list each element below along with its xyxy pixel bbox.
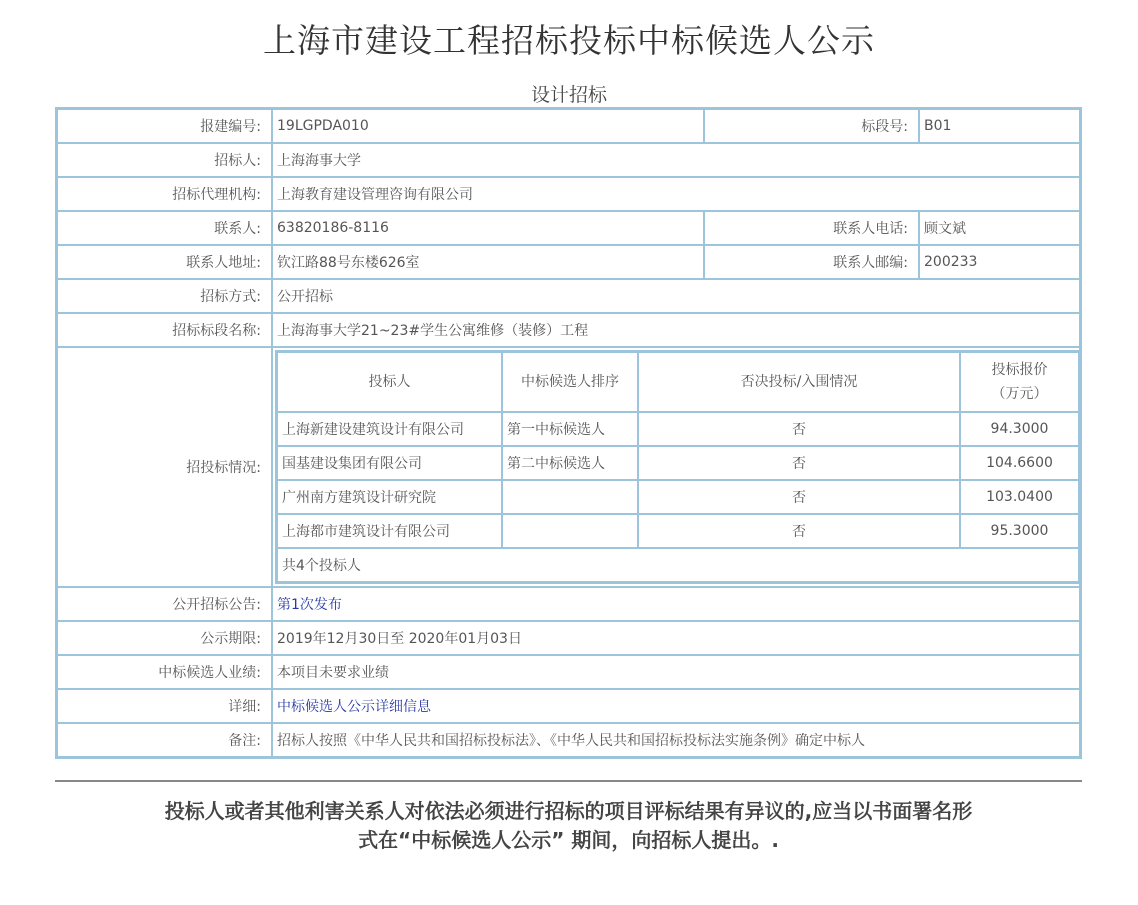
bid-bidder: 国基建设集团有限公司: [277, 446, 502, 480]
performance-label: 中标候选人业绩:: [57, 655, 272, 689]
bids-total: 共4个投标人: [277, 548, 1079, 582]
contact-address-value: 钦江路88号东楼626室: [272, 245, 704, 279]
bid-situation-cell: [272, 347, 1080, 587]
table-row: [277, 446, 1079, 480]
contact-address-label: 联系人地址:: [57, 245, 272, 279]
contact-phone-value: 顾文斌: [919, 211, 1080, 245]
bids-header-bidder: 投标人: [277, 352, 502, 412]
public-notice-link[interactable]: 第1次发布: [277, 597, 342, 613]
tenderer-label: 招标人:: [57, 143, 272, 177]
bid-price: 104.6600: [960, 446, 1079, 480]
section-no-value: B01: [919, 109, 1080, 143]
table-row: [277, 514, 1079, 548]
project-no-label: 报建编号:: [57, 109, 272, 143]
agency-label: 招标代理机构:: [57, 177, 272, 211]
contact-postcode-value: 200233: [919, 245, 1080, 279]
bids-table: [275, 350, 1080, 584]
public-notice-label: 公开招标公告:: [57, 587, 272, 621]
table-row: [57, 689, 1080, 723]
bid-rejection: 否: [638, 480, 960, 514]
bids-header-price: [960, 352, 1079, 412]
agency-value: 上海教育建设管理咨询有限公司: [272, 177, 1080, 211]
bids-header-rejection: 否决投标/入围情况: [638, 352, 960, 412]
detail-label: 详细:: [57, 689, 272, 723]
bid-rejection: 否: [638, 412, 960, 446]
bid-price: 95.3000: [960, 514, 1079, 548]
method-label: 招标方式:: [57, 279, 272, 313]
table-row: [277, 412, 1079, 446]
bid-rank: [502, 480, 638, 514]
table-row: [57, 211, 1080, 245]
table-row: [57, 177, 1080, 211]
remark-label: 备注:: [57, 723, 272, 757]
table-row: [57, 109, 1080, 143]
bid-rejection: 否: [638, 514, 960, 548]
objection-notice-line1: 投标人或者其他利害关系人对依法必须进行招标的项目评标结果有异议的,应当以书面署名形: [164, 799, 973, 823]
table-row: [277, 548, 1079, 582]
bid-bidder: 上海都市建筑设计有限公司: [277, 514, 502, 548]
table-row: [57, 279, 1080, 313]
table-row: [57, 245, 1080, 279]
table-row: [57, 723, 1080, 757]
bids-header-price-line2: （万元）: [991, 386, 1048, 402]
bid-price: 94.3000: [960, 412, 1079, 446]
contact-value: 63820186-8116: [272, 211, 704, 245]
contact-phone-label: 联系人电话:: [704, 211, 919, 245]
bid-rank: 第二中标候选人: [502, 446, 638, 480]
method-value: 公开招标: [272, 279, 1080, 313]
contact-label: 联系人:: [57, 211, 272, 245]
table-row: [57, 621, 1080, 655]
bid-bidder: 广州南方建筑设计研究院: [277, 480, 502, 514]
bids-header-row: [277, 352, 1079, 412]
objection-notice-line2: 式在“中标候选人公示” 期间，向招标人提出。.: [358, 828, 779, 852]
tenderer-value: 上海海事大学: [272, 143, 1080, 177]
bid-rejection: 否: [638, 446, 960, 480]
table-row: [57, 655, 1080, 689]
table-row: [57, 143, 1080, 177]
table-row: [277, 480, 1079, 514]
table-row: [57, 313, 1080, 347]
performance-value: 本项目未要求业绩: [272, 655, 1080, 689]
contact-postcode-label: 联系人邮编:: [704, 245, 919, 279]
page-subtitle: 设计招标: [530, 84, 607, 106]
page-title: 上海市建设工程招标投标中标候选人公示: [263, 21, 875, 60]
divider: [55, 780, 1082, 782]
bids-header-rank: 中标候选人排序: [502, 352, 638, 412]
period-value: 2019年12月30日至 2020年01月03日: [272, 621, 1080, 655]
objection-notice: [55, 797, 1082, 855]
bid-rank: [502, 514, 638, 548]
section-no-label: 标段号:: [704, 109, 919, 143]
section-name-label: 招标标段名称:: [57, 313, 272, 347]
period-label: 公示期限:: [57, 621, 272, 655]
detail-value: [272, 689, 1080, 723]
bid-bidder: 上海新建设建筑设计有限公司: [277, 412, 502, 446]
bid-price: 103.0400: [960, 480, 1079, 514]
bid-situation-label: 招投标情况:: [57, 347, 272, 587]
section-name-value: 上海海事大学21~23#学生公寓维修（装修）工程: [272, 313, 1080, 347]
remark-value: 招标人按照《中华人民共和国招标投标法》、《中华人民共和国招标投标法实施条例》确定中标人: [272, 723, 1080, 757]
public-notice-value: [272, 587, 1080, 621]
table-row: [57, 347, 1080, 587]
bids-header-price-line1: 投标报价: [991, 362, 1048, 378]
bid-rank: 第一中标候选人: [502, 412, 638, 446]
detail-link[interactable]: 中标候选人公示详细信息: [277, 699, 431, 715]
project-no-value: 19LGPDA010: [272, 109, 704, 143]
table-row: [57, 587, 1080, 621]
announcement-table: [55, 107, 1082, 759]
